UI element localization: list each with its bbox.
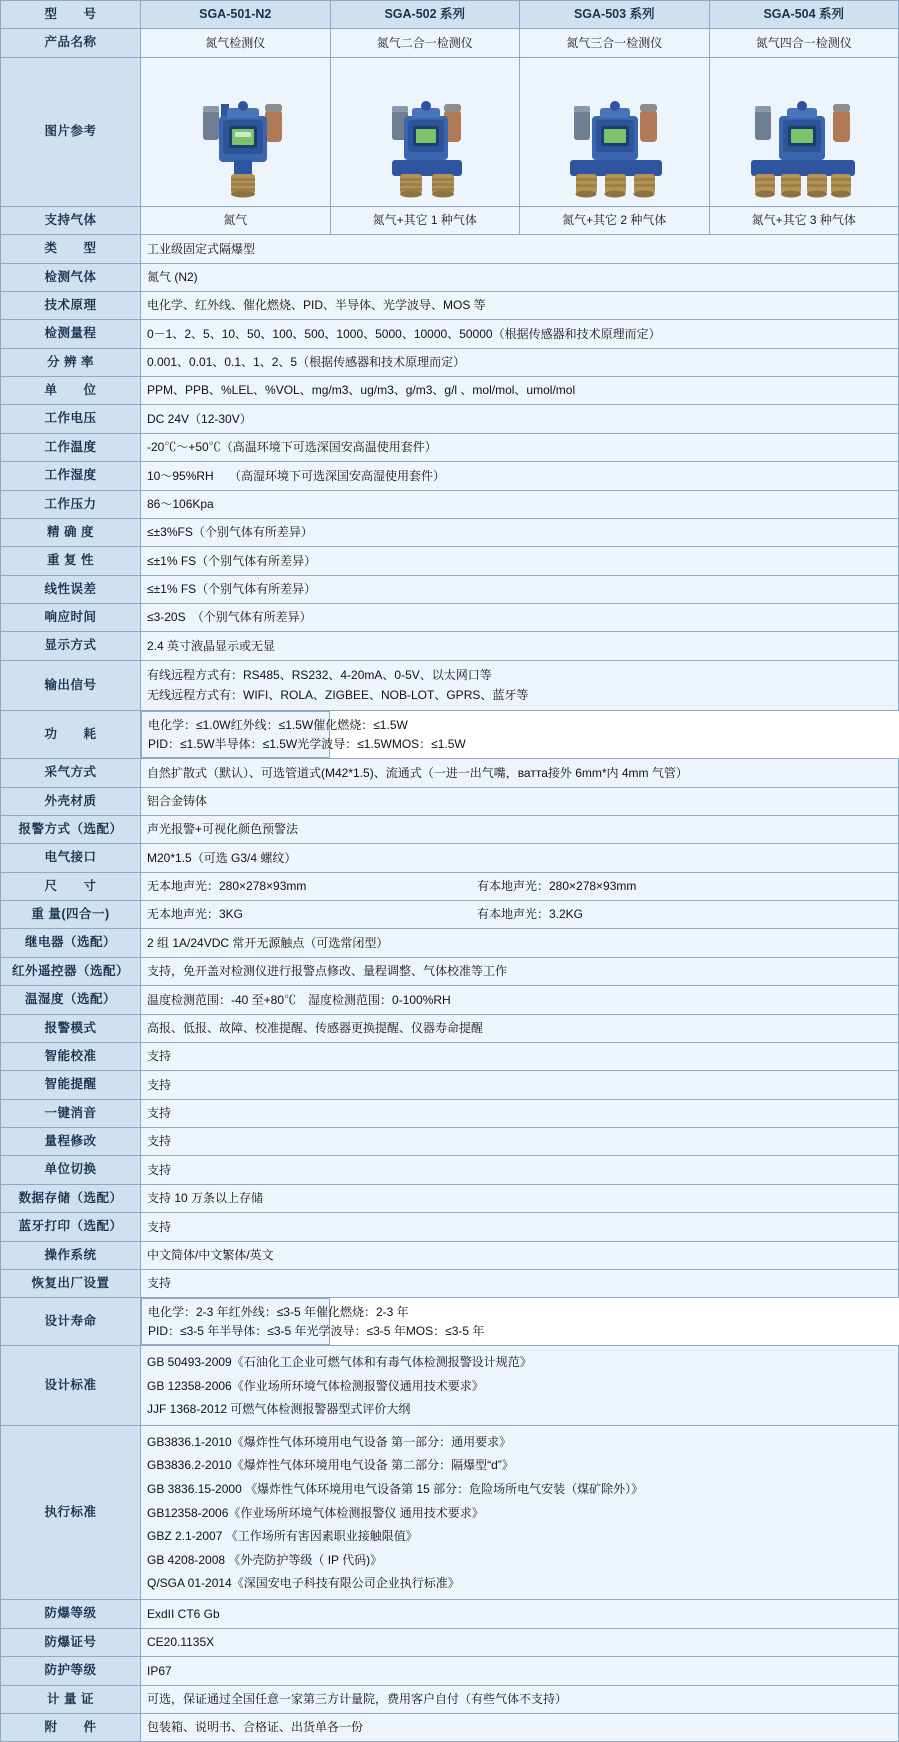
table-row-ex-cert [1,1628,899,1656]
row-value-alarm-modes: 高报、低报、故障、校准提醒、传感器更换提醒、仪器寿命提醒 [141,1014,899,1042]
row-label-image-reference: 图片参考 [1,57,141,206]
row-value-temperature: -20℃～+50℃（高温环境下可选深国安高温使用套件） [141,433,899,461]
design-standard-item: JJF 1368-2012 可燃气体检测报警器型式评价大纲 [147,1402,411,1417]
table-row-response [1,604,899,632]
row-label-response: 响应时间 [1,604,141,632]
table-row-detect-gas [1,263,899,291]
row-value-sampling: 自然扩散式（默认）、可选管道式(M42*1.5)、流通式（一进一出气嘴，ватта接外 6mm*内 4mm 气管） [141,759,899,787]
model-col-2: SGA-502 系列 [330,1,520,29]
row-value-ip-grade: IP67 [141,1657,899,1685]
row-label-temp-hum-opt: 温湿度（选配） [1,986,141,1014]
table-row-product-name [1,29,899,57]
supported-gas-2: 氮气+其它 1 种气体 [330,206,520,234]
row-value-data-storage-opt: 支持 10 万条以上存储 [141,1184,899,1212]
row-value-ex-cert: CE20.1135X [141,1628,899,1656]
table-row-temp-hum-opt [1,986,899,1014]
product-name-4: 氮气四合一检测仪 [709,29,899,57]
row-value-electrical-interface: M20*1.5（可选 G3/4 螺纹） [141,844,899,872]
row-label-humidity: 工作湿度 [1,462,141,490]
table-row-os [1,1241,899,1269]
row-label-alarm-modes: 报警模式 [1,1014,141,1042]
table-row-display [1,632,899,660]
row-label-data-storage-opt: 数据存储（选配） [1,1184,141,1212]
output-line-wireless: 无线远程方式有：WIFI、ROLA、ZIGBEE、NOB-LOT、GPRS、蓝牙等 [147,688,529,703]
table-row-repeatability [1,547,899,575]
row-value-relay-opt: 2 组 1A/24VDC 常开无源触点（可选常闭型） [141,929,899,957]
row-label-range-modify: 量程修改 [1,1128,141,1156]
row-label-dimension: 尺 寸 [1,872,141,900]
row-value-detect-gas: 氮气 (N2) [141,263,899,291]
table-row-exec-standard [1,1426,899,1600]
table-row-data-storage-opt [1,1184,899,1212]
row-value-temp-hum-opt: 温度检测范围：-40 至+80℃ 湿度检测范围：0-100%RH [141,986,899,1014]
life-catalytic: 催化燃烧：2-3 年 [315,1305,409,1320]
table-row-design-life [1,1298,899,1346]
row-value-resolution: 0.001、0.01、0.1、1、2、5（根据传感器和技术原理而定） [141,348,899,376]
row-value-principle: 电化学、红外线、催化燃烧、PID、半导体、光学波导、MOS 等 [141,291,899,319]
exec-standard-item: GB3836.1-2010《爆炸性气体环境用电气设备 第一部分：通用要求》 [147,1434,512,1449]
row-label-accuracy: 精 确 度 [1,518,141,546]
row-label-output: 输出信号 [1,660,141,710]
row-value-dimension [141,872,899,900]
table-row-range-modify [1,1128,899,1156]
life-pid: PID：≤3-5 年 [148,1323,220,1338]
gas-detector-illustration-1 [143,60,328,206]
row-value-display: 2.4 英寸液晶显示或无显 [141,632,899,660]
power-pid: PID：≤1.5W [148,736,215,751]
table-row-accuracy [1,518,899,546]
row-label-principle: 技术原理 [1,291,141,319]
table-row-electrical-interface [1,844,899,872]
row-value-range-modify: 支持 [141,1128,899,1156]
row-value-os: 中文简体/中文繁体/英文 [141,1241,899,1269]
table-row-bluetooth-print-opt [1,1213,899,1241]
row-value-accuracy: ≤±3%FS（个别气体有所差异） [141,518,899,546]
table-row-factory-reset [1,1269,899,1297]
table-row-image-reference [1,57,899,206]
row-value-power [141,711,466,758]
exec-standard-item: GB 4208-2008 《外壳防护等级（ IP 代码)》 [147,1552,383,1567]
product-name-1: 氮气检测仪 [141,29,331,57]
table-row-humidity [1,462,899,490]
table-row-voltage [1,405,899,433]
life-infrared: 红外线：≤3-5 年 [228,1305,316,1320]
device-image-3 [520,57,710,206]
table-row-linearity [1,575,899,603]
row-label-relay-opt: 继电器（选配） [1,929,141,957]
table-row-alarm-modes [1,1014,899,1042]
life-optical-waveguide: 光学波导：≤3-5 年 [306,1323,406,1338]
row-value-ex-grade: ExdII CT6 Gb [141,1600,899,1628]
power-line-2 [148,735,466,754]
design-standard-item: GB 50493-2009《石油化工企业可燃气体和有毒气体检测报警设计规范》 [147,1354,532,1369]
table-row-design-standard [1,1346,899,1426]
row-value-accessories: 包装箱、说明书、合格证、出货单各一份 [141,1713,899,1741]
row-value-bluetooth-print-opt: 支持 [141,1213,899,1241]
row-label-smart-calibration: 智能校准 [1,1042,141,1070]
table-row-principle [1,291,899,319]
row-label-linearity: 线性误差 [1,575,141,603]
table-row-output [1,660,899,710]
table-row-unit-switch [1,1156,899,1184]
table-row-ip-grade [1,1657,899,1685]
output-line-wired: 有线远程方式有：RS485、RS232、4-20mA、0-5V、以太网口等 [147,667,492,682]
supported-gas-1: 氮气 [141,206,331,234]
row-label-range: 检测量程 [1,320,141,348]
table-row-supported-gas [1,206,899,234]
gas-detector-illustration-4 [711,60,896,206]
row-value-linearity: ≤±1% FS（个别气体有所差异） [141,575,899,603]
table-row-type [1,235,899,263]
row-value-pressure: 86～106Kpa [141,490,899,518]
row-label-supported-gas: 支持气体 [1,206,141,234]
gas-detector-illustration-2 [332,60,517,206]
row-value-repeatability: ≤±1% FS（个别气体有所差异） [141,547,899,575]
table-row-metrology-cert [1,1685,899,1713]
design-standard-item: GB 12358-2006《作业场所环境气体检测报警仪通用技术要求》 [147,1378,484,1393]
exec-standard-item: GBZ 2.1-2007 《工作场所有害因素职业接触限值》 [147,1529,418,1544]
exec-standard-item: Q/SGA 01-2014《深国安电子科技有限公司企业执行标准》 [147,1576,460,1591]
row-value-output [141,660,899,710]
table-row-unit [1,377,899,405]
row-label-detect-gas: 检测气体 [1,263,141,291]
row-value-metrology-cert: 可选，保证通过全国任意一家第三方计量院，费用客户自付（有些气体不支持） [141,1685,899,1713]
row-label-ex-grade: 防爆等级 [1,1600,141,1628]
table-row-housing [1,787,899,815]
row-label-type: 类 型 [1,235,141,263]
power-semiconductor: 半导体：≤1.5W [214,736,298,751]
table-row-weight [1,901,899,929]
exec-standard-item: GB12358-2006《作业场所环境气体检测报警仪 通用技术要求》 [147,1505,484,1520]
table-row-range [1,320,899,348]
row-label-ex-cert: 防爆证号 [1,1628,141,1656]
table-row-dimension [1,872,899,900]
row-label-smart-reminder: 智能提醒 [1,1071,141,1099]
row-label-design-standard: 设计标准 [1,1346,141,1426]
dimension-without-alarm: 无本地声光：280×278×93mm [147,879,307,894]
row-label-repeatability: 重 复 性 [1,547,141,575]
design-life-line-2 [148,1322,485,1341]
row-value-exec-standard [141,1426,899,1600]
row-value-range: 0－1、2、5、10、50、100、500、1000、5000、10000、50000（根据传感器和技术原理而定） [141,320,899,348]
device-image-2 [330,57,520,206]
model-col-3: SGA-503 系列 [520,1,710,29]
product-name-2: 氮气二合一检测仪 [330,29,520,57]
row-label-unit: 单 位 [1,377,141,405]
row-value-smart-calibration: 支持 [141,1042,899,1070]
life-semiconductor: 半导体：≤3-5 年 [219,1323,307,1338]
row-label-exec-standard: 执行标准 [1,1426,141,1600]
row-label-unit-switch: 单位切换 [1,1156,141,1184]
supported-gas-3: 氮气+其它 2 种气体 [520,206,710,234]
table-row-one-key-mute [1,1099,899,1127]
model-col-1: SGA-501-N2 [141,1,331,29]
power-infrared: 红外线：≤1.5W [230,717,314,732]
weight-without-alarm: 无本地声光：3KG [147,907,244,922]
table-row-relay-opt [1,929,899,957]
row-value-smart-reminder: 支持 [141,1071,899,1099]
table-row-accessories [1,1713,899,1741]
table-row-ir-remote-opt [1,957,899,985]
gas-detector-illustration-3 [522,60,707,206]
row-label-housing: 外壳材质 [1,787,141,815]
row-label-pressure: 工作压力 [1,490,141,518]
row-label-ip-grade: 防护等级 [1,1657,141,1685]
table-row-temperature [1,433,899,461]
row-value-voltage: DC 24V（12-30V） [141,405,899,433]
supported-gas-4: 氮气+其它 3 种气体 [709,206,899,234]
row-label-os: 操作系统 [1,1241,141,1269]
row-value-design-standard [141,1346,899,1426]
table-row-power [1,710,899,758]
table-row-resolution [1,348,899,376]
row-value-humidity: 10～95%RH （高湿环境下可选深国安高湿使用套件） [141,462,899,490]
row-value-response: ≤3-20S （个别气体有所差异） [141,604,899,632]
design-life-line-1 [148,1303,409,1322]
power-catalytic: 催化燃烧：≤1.5W [313,717,408,732]
row-label-alarm-mode-opt: 报警方式（选配） [1,815,141,843]
row-value-factory-reset: 支持 [141,1269,899,1297]
row-value-unit-switch: 支持 [141,1156,899,1184]
power-optical-waveguide: 光学波导：≤1.5W [297,736,392,751]
power-mos: MOS：≤1.5W [391,736,466,751]
table-row-pressure [1,490,899,518]
row-label-design-life: 设计寿命 [1,1298,141,1346]
row-label-electrical-interface: 电气接口 [1,844,141,872]
table-row-sampling [1,759,899,787]
row-label-factory-reset: 恢复出厂设置 [1,1269,141,1297]
row-label-resolution: 分 辨 率 [1,348,141,376]
row-label-model: 型 号 [1,1,141,29]
row-value-housing: 铝合金铸体 [141,787,899,815]
row-value-unit: PPM、PPB、%LEL、%VOL、mg/m3、ug/m3、g/m3、g/l 、mol/mol、umol/mol [141,377,899,405]
row-label-display: 显示方式 [1,632,141,660]
row-value-weight [141,901,899,929]
weight-with-alarm: 有本地声光：3.2KG [477,907,584,922]
power-electrochemical: 电化学：≤1.0W [148,717,231,732]
exec-standard-item: GB 3836.15-2000 《爆炸性气体环境用电气设备第 15 部分：危险场所电气安装（煤矿除外）》 [147,1481,644,1496]
row-label-weight: 重 量(四合一) [1,901,141,929]
table-row-smart-reminder [1,1071,899,1099]
model-col-4: SGA-504 系列 [709,1,899,29]
power-line-1 [148,716,408,735]
table-row-smart-calibration [1,1042,899,1070]
table-row-model [1,1,899,29]
life-electrochemical: 电化学：2-3 年 [148,1305,229,1320]
table-row-alarm-mode-opt [1,815,899,843]
row-value-type: 工业级固定式隔爆型 [141,235,899,263]
row-label-metrology-cert: 计 量 证 [1,1685,141,1713]
row-label-temperature: 工作温度 [1,433,141,461]
row-value-alarm-mode-opt: 声光报警+可视化颜色预警法 [141,815,899,843]
table-row-ex-grade [1,1600,899,1628]
row-value-one-key-mute: 支持 [141,1099,899,1127]
row-label-accessories: 附 件 [1,1713,141,1741]
life-mos: MOS：≤3-5 年 [405,1323,485,1338]
row-label-voltage: 工作电压 [1,405,141,433]
row-value-design-life [141,1298,485,1345]
row-label-product-name: 产品名称 [1,29,141,57]
product-name-3: 氮气三合一检测仪 [520,29,710,57]
dimension-with-alarm: 有本地声光：280×278×93mm [477,879,637,894]
device-image-4 [709,57,899,206]
row-label-one-key-mute: 一键消音 [1,1099,141,1127]
row-label-ir-remote-opt: 红外遥控器（选配） [1,957,141,985]
row-value-ir-remote-opt: 支持，免开盖对检测仪进行报警点修改、量程调整、气体校准等工作 [141,957,899,985]
row-label-bluetooth-print-opt: 蓝牙打印（选配） [1,1213,141,1241]
row-label-power: 功 耗 [1,710,141,758]
row-label-sampling: 采气方式 [1,759,141,787]
device-image-1 [141,57,331,206]
exec-standard-item: GB3836.2-2010《爆炸性气体环境用电气设备 第二部分：隔爆型“d”》 [147,1458,514,1473]
